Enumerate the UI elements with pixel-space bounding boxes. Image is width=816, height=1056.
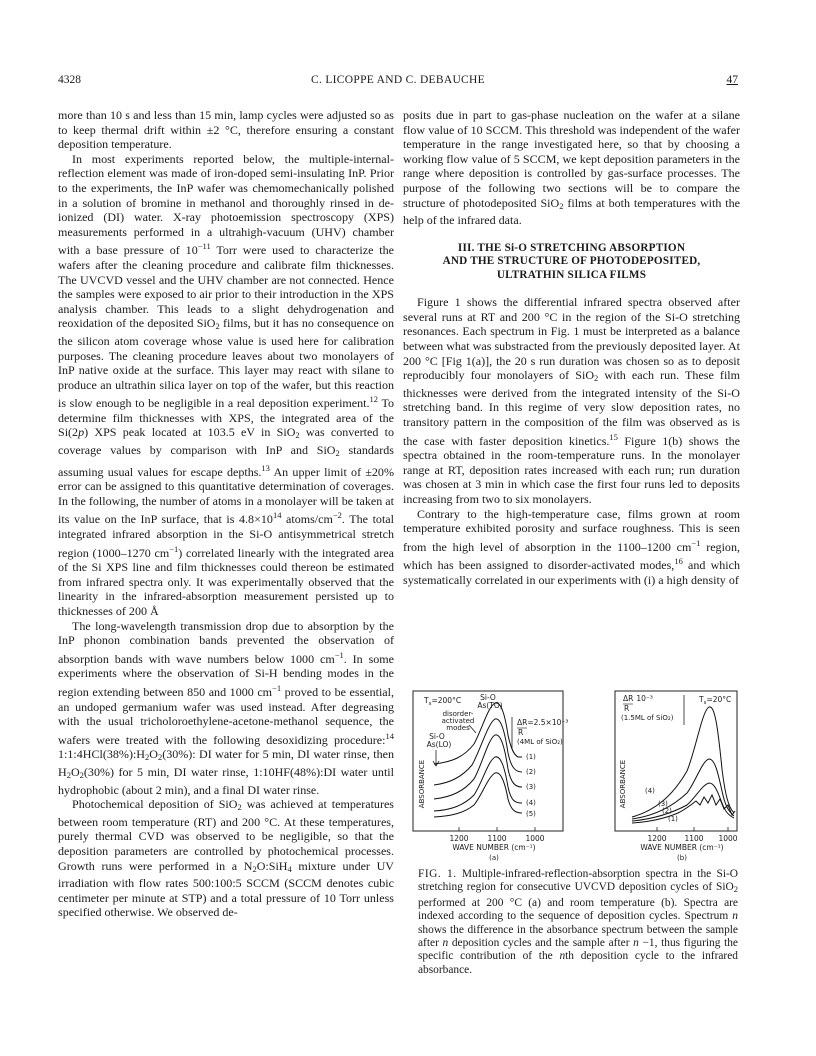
peak-to-label-1: Si-O — [480, 693, 496, 702]
panel-a-tick-label: 1100 — [487, 834, 507, 843]
panel-a-ylabel: ABSORBANCE — [418, 759, 426, 809]
panel-b-curves — [632, 707, 735, 823]
panel-a-scale-note: (4ML of SiO₂) — [517, 738, 563, 746]
running-authors: C. LICOPPE AND C. DEBAUCHE — [311, 74, 485, 86]
disorder-label-3: modes — [446, 724, 470, 732]
paragraph: Photochemical deposition of SiO$_2$ was achieved at temperatures between room temperature (RT) and 200 °C. At these temperatures, purely thermal CVD was observed to be negligible, so that the deposition parameters are controlled by photochemical processes. Growth runs were performed in a $N_2O:SiH_4$ mixture under UV irradiation with flow rates 500:100:5 SCCM (SCCM denotes cubic centimeter per minute at STP) and a total pressure of 10 Torr unless specified otherwise. We observed de- — [58, 797, 394, 920]
panel-b-xlabel: WAVE NUMBER (cm⁻¹) — [640, 843, 724, 852]
disorder-label-2: activated — [441, 717, 475, 725]
panel-a-curve-label-2: (2) — [526, 768, 536, 776]
panel-b-tick-label: 1000 — [718, 834, 738, 843]
panel-b-label: (b) — [677, 854, 687, 862]
panel-b-curve-label-2: (2) — [662, 807, 672, 815]
paragraph: The long-wavelength transmission drop due to absorption by the InP phonon combination bands prevented the observation of absorption bands with wave numbers below 1000 $cm^{-1}$. In some experiments where the observation of Si-H bending modes in the region extending between 850 and 1000 $cm^{-1}$ proved to be essential, an undoped germanium wafer was used instead. After degreasing with the usual tricholoroethylene-acetone-methanol sequence, the wafers were treated with the following desoxidizing procedure:$^{14}$ $1:1:4HCl(38\%):H_2O_2(30\%)$: DI water for 5 min, DI water rinse, then $H_2O_2(30\%)$ for 5 min, DI water rinse, 1:10HF(48%):DI water until hydrophobic (about 2 min), and a final DI water rinse. — [58, 618, 395, 797]
panel-a-tick-label: 1000 — [525, 834, 545, 843]
panel-b-curve-label-1: (1) — [668, 815, 678, 823]
panel-b-temp: $T_s=20^\circ C$ — [699, 695, 732, 706]
paragraph: In most experiments reported below, the multiple-internal-reflection element was made of iron-doped semi-insulating InP. Prior to the experiments, the InP wafer was chemomechanically polished in a solution of bromine in methanol and thoroughly rinsed in de-ionized (DI) water. X-ray photoemission spectroscopy (XPS) measurements performed in a ultrahigh-vacuum (UHV) chamber with a base pressure of $10^{-11}$ Torr were used to characterize the wafers after the cleaning procedure and calibrate film thicknesses. The UVCVD vessel and the UHV chamber are not connected. Hence the samples were exposed to air prior to their introduction in the XPS analysis chamber. This leads to a slight dehydrogenation and reoxidation of the deposited SiO$_2$ films, but it has no consequence on the silicon atom coverage whose value is used here for calibration purposes. The cleaning procedure leaves about two monolayers of InP native oxide at the surface. This layer may react with silane to produce an ultrathin silica layer on top of the wafer, but this reaction is slow enough to be negligible in a real deposition experiment.$^{12}$ To determine film thicknesses with XPS, the integrated area of the Si(2p) XPS peak located at 103.5 eV in SiO$_2$ was converted to coverage values by comparison with InP and SiO$_2$ standards assuming usual values for escape depths.$^{13}$ An upper limit of ±20% error can be assigned to this quantitative determination of coverages. In the following, the number of atoms in a monolayer will be taken at its value on the InP surface, that is $4.8\times 10^{14}$ atoms/$cm^{-2}$. The total integrated infrared absorption in the Si-O antisymmetrical stretch region (1000–1270 $cm^{-1}$) correlated linearly with the integrated area of the Si XPS line and film thicknesses could thereon be estimated from infrared spectra only. It was experimentally observed that the linearity in the infrared-absorption measurement persisted up to thicknesses of 200 Å — [58, 151, 395, 618]
panel-b-curve-label-3: (3) — [658, 800, 668, 808]
panel-a-scale-top: ΔR=2.5×10⁻³ — [517, 718, 569, 727]
panel-b-tick-label: 1200 — [647, 834, 667, 843]
figure-1-plots — [404, 689, 740, 865]
disorder-arrow — [469, 725, 476, 733]
figure-caption: FIG. 1. Multiple-infrared-reflection-absorption spectra in the Si-O stretching region for consecutive UVCVD deposition cycles of SiO$_2$ performed at 200 °C (a) and room temperature (b). Spectra are indexed according to the sequence of deposition cycles. Spectrum n shows the difference in the absorbance spectrum between the sample after n deposition cycles and the sample after n −1, thus figuring the specific contribution of the nth deposition cycle to the infrared absorbance. — [418, 868, 739, 976]
panel-a-curve-label-4: (4) — [526, 799, 536, 807]
panel-b-ylabel: ABSORBANCE — [619, 759, 627, 809]
peak-lo-label-1: Si-O — [429, 732, 445, 741]
panel-b-curve-label-4: (4) — [645, 787, 655, 795]
section-heading: III. THE Si-O STRETCHING ABSORPTION AND THE STRUCTURE OF PHOTODEPOSITED, ULTRATHIN SILICA FILMS — [442, 241, 701, 281]
panel-a-curve-label-3: (3) — [526, 783, 536, 791]
panel-a-curve-5 — [434, 773, 522, 817]
panel-a-label: (a) — [489, 854, 499, 862]
paragraph: more than 10 s and less than 15 min, lamp cycles were adjusted so as to keep thermal drift within ±2 °C, therefore ensuring a constant deposition temperature. — [58, 108, 394, 152]
peak-lo-label-2: As(LO) — [426, 740, 452, 749]
volume-number: 47 — [726, 74, 738, 86]
panel-a-scale-bottom: R — [518, 728, 524, 737]
panel-a-tick-label: 1200 — [449, 834, 469, 843]
peak-to-label-2: As(TO) — [477, 701, 503, 710]
paragraph: Figure 1 shows the differential infrared spectra observed after several runs at RT and 200 °C in the region of the Si-O stretching resonances. Each spectrum in Fig. 1 must be interpreted as a balance between what was substracted from the previously deposited layer. At 200 °C [Fig 1(a)], the 20 s run duration was chosen so as to deposit reproducibly four monolayers of SiO$_2$ with each run. These film thicknesses were derived from the integrated intensity of the Si-O stretching band. In this regime of very slow deposition rates, no transitory pattern in the composition of the film was observed as is the case with faster deposition kinetics.$^{15}$ Figure 1(b) shows the spectra obtained in the room-temperature runs. In the monolayer range at RT, deposition rates increased with each run; run duration was chosen at 3 min in which case the first four runs led to deposits increasing from two to six monolayers. — [403, 295, 741, 506]
panel-b-scale-note: (1.5ML of SiO₂) — [621, 714, 674, 722]
panel-b-xticks — [657, 827, 728, 831]
panel-b-scale-top: ΔR 10⁻³ — [623, 694, 653, 703]
panel-b-scale-bottom: R — [624, 704, 630, 713]
caption-label: FIG. 1. — [418, 868, 457, 880]
left-column — [58, 108, 394, 920]
running-header — [58, 74, 738, 92]
panel-b-tick-label: 1100 — [684, 834, 704, 843]
panel-a-curve-label-5: (5) — [526, 810, 536, 818]
disorder-label-1: disorder- — [442, 710, 474, 718]
panel-a-curve-label-1: (1) — [526, 753, 536, 761]
paragraph: posits due in part to gas-phase nucleation on the wafer at a silane flow value of 10 SCCM. This threshold was independent of the wafer temperature in the range investigated here, so that by choosing a working flow value of 5 SCCM, we kept deposition parameters in the range where deposition is controlled by gas-surface processes. The purpose of the following two sections will be to compare the structure of photodeposited SiO$_2$ films at both temperatures with the help of the infrared data. — [403, 108, 740, 228]
page-number: 4328 — [58, 74, 81, 86]
panel-a-xticks — [459, 827, 535, 831]
panel-a-xlabel: WAVE NUMBER (cm⁻¹) — [452, 843, 536, 852]
panel-a-temp: $T_s=200^\circ C$ — [424, 696, 462, 707]
paragraph: Contrary to the high-temperature case, films grown at room temperature exhibited porosity and surface roughness. This is seen from the high level of absorption in the 1100–1200 $cm^{-1}$ region, which has been assigned to disorder-activated modes,$^{16}$ and which systematically correlated in our experiments with (i) a high density of — [403, 506, 741, 587]
right-column — [403, 108, 740, 588]
